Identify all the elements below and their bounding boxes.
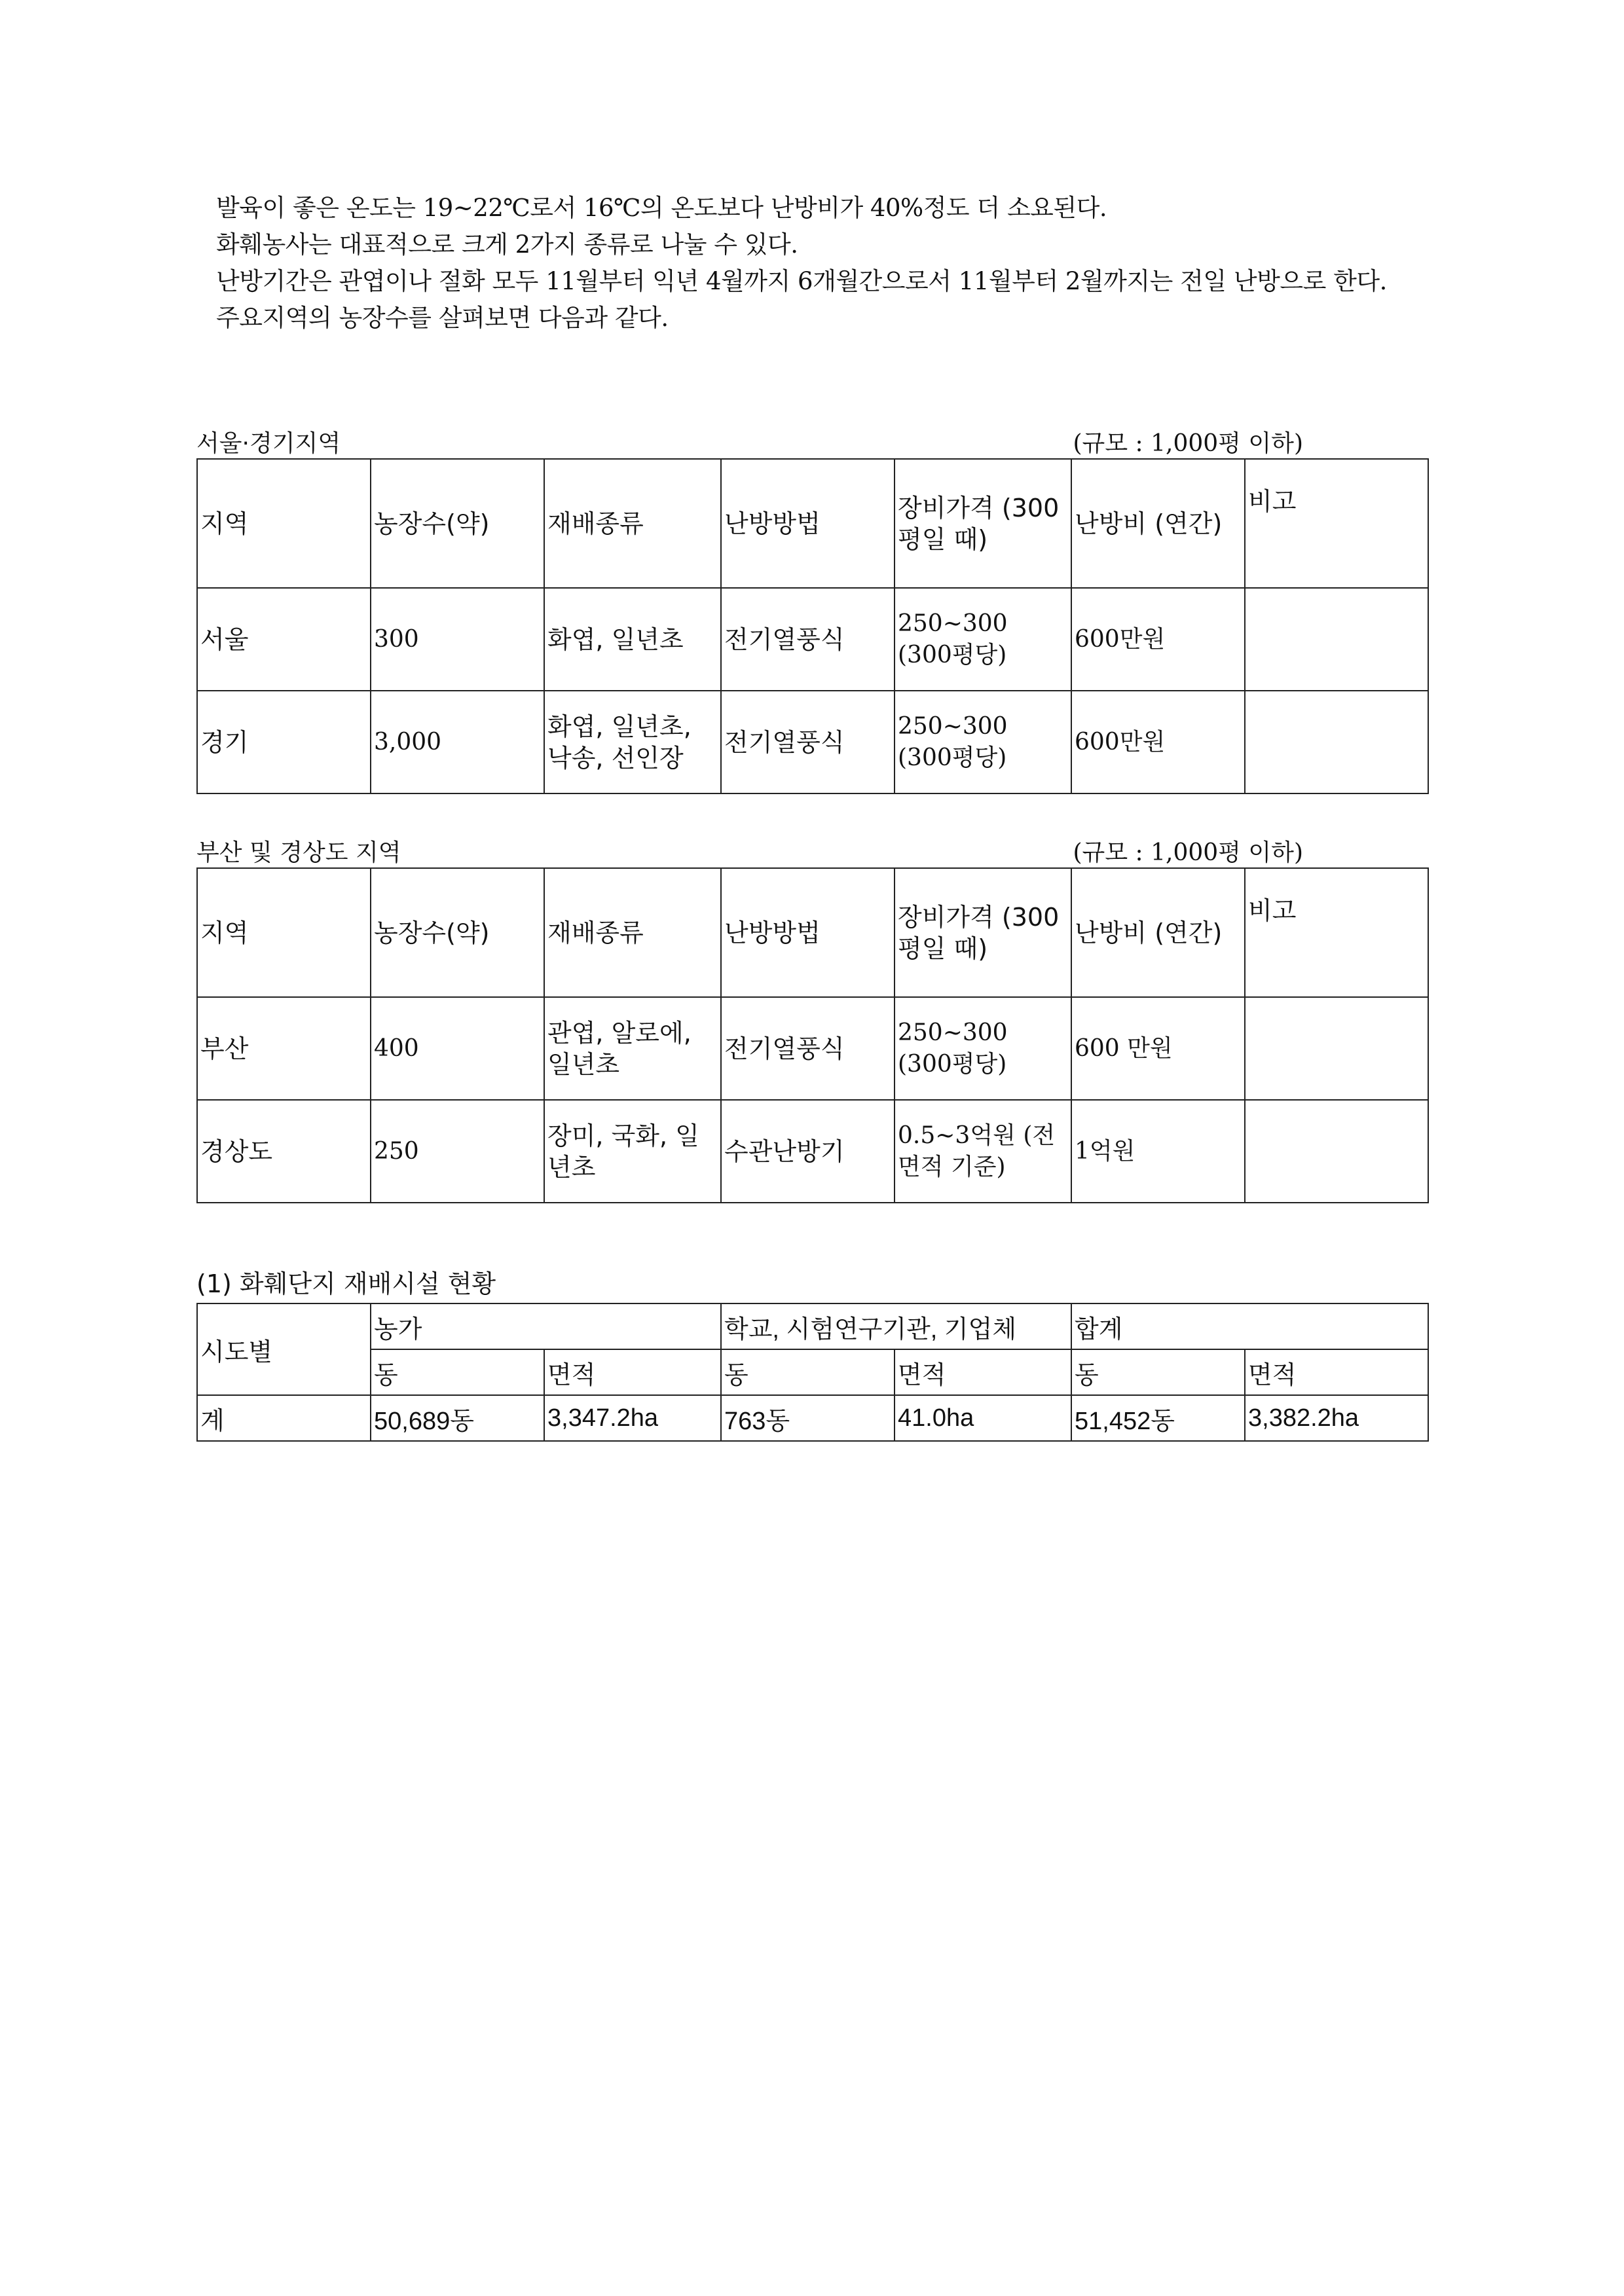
table3-group-row (197, 1303, 1428, 1349)
table2-header-cell: 난방방법 (721, 868, 895, 997)
table-cell: 300 (371, 588, 544, 691)
table-cell (1245, 691, 1428, 793)
table2-header-row (197, 868, 1428, 997)
table2-header-cell: 비고 (1245, 868, 1428, 997)
table3-subheader-cell: 동 (1071, 1349, 1245, 1395)
table1-header-cell: 농장수(약) (371, 459, 544, 588)
table1-caption (196, 419, 1303, 458)
table-row (197, 997, 1428, 1100)
table-cell (1245, 997, 1428, 1100)
paragraph-2: 화훼농사는 대표적으로 크게 2가지 종류로 나눌 수 있다. (216, 230, 798, 259)
table3-title: (1) 화훼단지 재배시설 현황 (196, 1269, 496, 1298)
table-seoul-gyeonggi (196, 458, 1429, 794)
table-cell: 3,000 (371, 691, 544, 793)
table-row (197, 691, 1428, 793)
table-cell: 0.5~3억원 (전면적 기준) (895, 1100, 1071, 1203)
table2-header-cell: 지역 (197, 868, 371, 997)
table1-header-cell: 난방비 (연간) (1071, 459, 1245, 588)
table3-subheader-row (197, 1349, 1428, 1395)
table1-header-cell: 장비가격 (300평일 때) (895, 459, 1071, 588)
table3-group-header: 합계 (1071, 1303, 1428, 1349)
table-cell (1245, 588, 1428, 691)
table-cell: 수관난방기 (721, 1100, 895, 1203)
table-cell: 관엽, 알로에, 일년초 (544, 997, 721, 1100)
table-cell: 763동 (721, 1395, 895, 1441)
table-cell: 부산 (197, 997, 371, 1100)
table-cell: 250 (371, 1100, 544, 1203)
paragraph-4: 주요지역의 농장수를 살펴보면 다음과 같다. (216, 304, 669, 332)
table3-subheader-cell: 면적 (1245, 1349, 1428, 1395)
paragraph-3: 난방기간은 관엽이나 절화 모두 11월부터 익년 4월까지 6개월간으로서 11월부터 2월까지는 전일 난방으로 한다. (216, 267, 1387, 295)
table2-title: 부산 및 경상도 지역 (196, 839, 401, 866)
table2-header-cell: 장비가격 (300평일 때) (895, 868, 1071, 997)
table-cell: 250~300 (300평당) (895, 691, 1071, 793)
table3-subheader-cell: 동 (371, 1349, 544, 1395)
table-cell: 화엽, 일년초, 낙송, 선인장 (544, 691, 721, 793)
table-cell: 경기 (197, 691, 371, 793)
table1-header-cell: 재배종류 (544, 459, 721, 588)
table-cell: 600만원 (1071, 588, 1245, 691)
table1-header-cell: 비고 (1245, 459, 1428, 588)
table2-header-cell: 난방비 (연간) (1071, 868, 1245, 997)
intro-paragraphs (216, 190, 1441, 337)
table3-group-header: 농가 (371, 1303, 721, 1349)
table-cell (1245, 1100, 1428, 1203)
table-cell: 전기열풍식 (721, 691, 895, 793)
table-cell: 1억원 (1071, 1100, 1245, 1203)
table-cell: 전기열풍식 (721, 588, 895, 691)
table-cell: 경상도 (197, 1100, 371, 1203)
table-cell: 51,452동 (1071, 1395, 1245, 1441)
table-cell: 화엽, 일년초 (544, 588, 721, 691)
table-cell: 3,382.2ha (1245, 1395, 1428, 1441)
table-cell: 계 (197, 1395, 371, 1441)
table-cell: 250~300 (300평당) (895, 997, 1071, 1100)
table1-header-cell: 난방방법 (721, 459, 895, 588)
table-facility-status (196, 1303, 1429, 1442)
table-cell: 400 (371, 997, 544, 1100)
table2-caption (196, 828, 1303, 867)
table-cell: 50,689동 (371, 1395, 544, 1441)
table1-scale: (규모 : 1,000평 이하) (1073, 430, 1303, 457)
table3-region-header: 시도별 (197, 1303, 371, 1395)
table3-group-header: 학교, 시험연구기관, 기업체 (721, 1303, 1071, 1349)
table-cell: 서울 (197, 588, 371, 691)
table-busan-gyeongsang (196, 867, 1429, 1203)
table-row (197, 1395, 1428, 1441)
table-cell: 3,347.2ha (544, 1395, 721, 1441)
table-row (197, 588, 1428, 691)
paragraph-1: 발육이 좋은 온도는 19~22℃로서 16℃의 온도보다 난방비가 40%정도 더 소요된다. (216, 194, 1107, 222)
table-row (197, 1100, 1428, 1203)
table-cell: 600 만원 (1071, 997, 1245, 1100)
table2-header-cell: 재배종류 (544, 868, 721, 997)
table-cell: 장미, 국화, 일년초 (544, 1100, 721, 1203)
table3-subheader-cell: 면적 (544, 1349, 721, 1395)
table-cell: 41.0ha (895, 1395, 1071, 1441)
table2-header-cell: 농장수(약) (371, 868, 544, 997)
table1-title: 서울·경기지역 (196, 430, 341, 457)
table3-subheader-cell: 동 (721, 1349, 895, 1395)
table-cell: 전기열풍식 (721, 997, 895, 1100)
table3-subheader-cell: 면적 (895, 1349, 1071, 1395)
table-cell: 250~300 (300평당) (895, 588, 1071, 691)
table2-scale: (규모 : 1,000평 이하) (1073, 839, 1303, 866)
table1-header-cell: 지역 (197, 459, 371, 588)
table-cell: 600만원 (1071, 691, 1245, 793)
table1-header-row (197, 459, 1428, 588)
